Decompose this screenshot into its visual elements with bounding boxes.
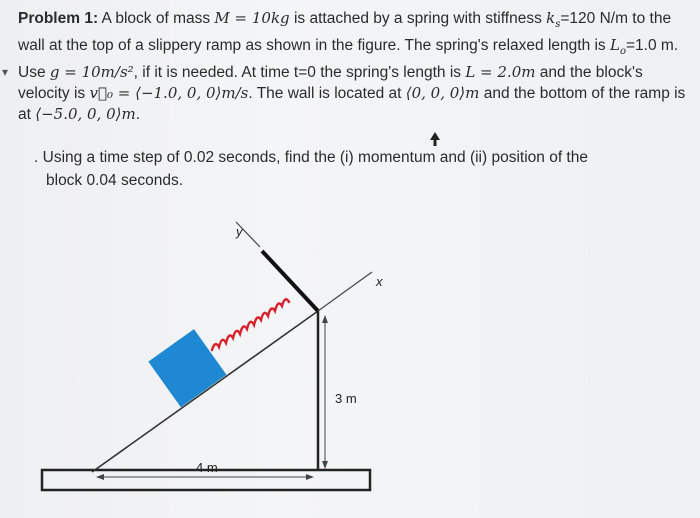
problem-text: and the bottom of the ramp is [479, 85, 686, 103]
bullet-marker: . [34, 149, 39, 166]
stiffness-symbol: k [546, 9, 556, 27]
chevron-down-icon[interactable]: ▾ [2, 65, 9, 80]
velocity-expression: v⃗₀ = ⟨−1.0, 0, 0⟩m/s [89, 84, 249, 103]
question-text: block 0.04 seconds. [46, 172, 184, 189]
problem-text: , if it is needed. At time t=0 the spring's length is [133, 64, 466, 82]
wall-position: ⟨0, 0, 0⟩m [405, 84, 480, 103]
base-arrow-left [96, 474, 104, 480]
problem-text: =120 N/m to the [560, 10, 672, 27]
stiffness-subscript: s [555, 19, 561, 31]
problem-text: =1.0 m. [626, 37, 679, 55]
x-axis-label: x [376, 274, 383, 289]
length-expression: L = 2.0m [465, 63, 536, 82]
block-body [148, 329, 226, 407]
problem-heading: Problem 1: [18, 10, 99, 27]
spring [212, 299, 289, 350]
length-symbol: L [610, 36, 620, 55]
base-label: 4 m [196, 460, 218, 475]
problem-text: at [18, 106, 36, 124]
length-subscript: o [619, 46, 626, 58]
problem-text: A block of mass [98, 10, 215, 27]
problem-text: and the block's [535, 64, 643, 82]
base-arrow-right [306, 474, 314, 480]
y-axis-label: y [236, 224, 243, 239]
problem-text: wall at the top of a slippery ramp as shown in the figure. The spring's relaxed length is [18, 37, 610, 55]
x-axis [318, 272, 372, 311]
ramp-bottom-position: ⟨−5.0, 0, 0⟩m [35, 105, 136, 124]
problem-text: . The wall is located at [248, 85, 406, 103]
mass-expression: M = 10kg [214, 9, 290, 27]
block [148, 329, 226, 407]
problem-text: Use [18, 64, 50, 82]
question-text: Using a time step of 0.02 seconds, find the (i) momentum and (ii) position of the [42, 149, 588, 166]
gravity-expression: g = 10m/s² [49, 63, 134, 82]
height-label: 3 m [335, 391, 357, 406]
height-arrow-down [322, 461, 328, 469]
problem-text: . [135, 106, 141, 124]
height-arrow-up [322, 315, 328, 323]
problem-text: is attached by a spring with stiffness [289, 10, 547, 27]
problem-text: velocity is [18, 85, 90, 103]
ramp-surface [92, 311, 318, 472]
